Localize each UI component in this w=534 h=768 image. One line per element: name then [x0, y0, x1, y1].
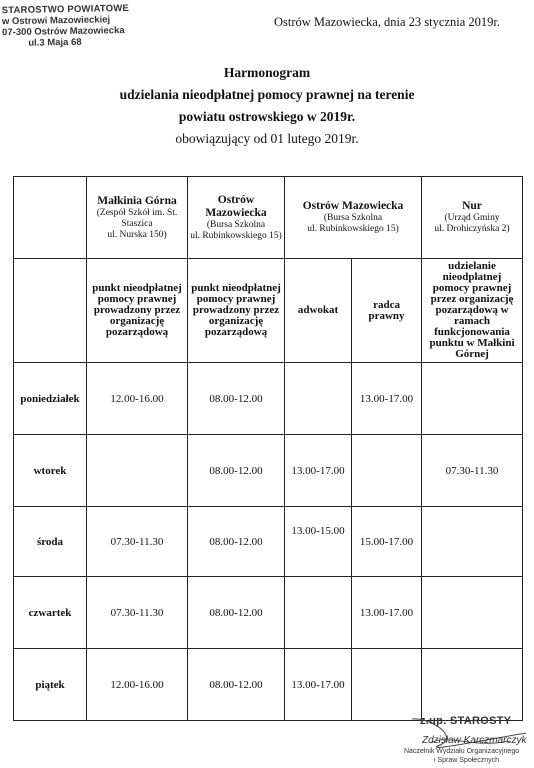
- time-cell: [285, 577, 352, 649]
- location-address: (Bursa Szkolna: [206, 219, 266, 230]
- signature-name: Zdzisław Karczmarczyk: [422, 735, 527, 746]
- table-row: [14, 577, 523, 649]
- table-row: [14, 363, 523, 435]
- service-description: udzielanie nieodpłatnej pomocy prawnej przez organizację pozarządową w ramach funkcjonowania punktu w Małkini Górnej: [422, 259, 523, 363]
- location-header: [285, 177, 422, 259]
- stamp-line-1: STAROSTWO POWIATOWE: [1, 3, 130, 17]
- table-row: [14, 435, 523, 507]
- time-cell: [285, 363, 352, 435]
- time-cell: [422, 577, 523, 649]
- time-cell: [422, 649, 523, 721]
- stamp-line-2: w Ostrowi Mazowieckiej: [1, 14, 111, 28]
- time-cell: [422, 507, 523, 577]
- location-address: (Urząd Gminy: [444, 213, 500, 223]
- title-line-4: obowiązujący od 01 lutego 2019r.: [175, 131, 359, 146]
- location-name: Nur: [462, 200, 482, 212]
- header-row-locations: [14, 177, 523, 259]
- stamp-line-4: ul.3 Maja 68: [28, 36, 82, 49]
- location-address: (Bursa Szkolna: [323, 213, 383, 223]
- location-name: Ostrów Mazowiecka: [205, 193, 267, 219]
- time-cell: [422, 363, 523, 435]
- signature-position: Naczelnik Wydziału Organizacyjnego: [404, 748, 520, 755]
- location-address: (Zespół Szkół im. St. Staszica: [96, 207, 178, 229]
- table-row: [14, 649, 523, 721]
- day-label: środa: [14, 507, 87, 577]
- time-cell: [352, 649, 422, 721]
- day-label: poniedziałek: [14, 363, 87, 435]
- time-cell: 07.30-11.30: [422, 435, 523, 507]
- location-address: ul. Drohiczyńska 2): [434, 224, 510, 234]
- location-address: ul. Rubinkowskiego 15): [307, 224, 399, 234]
- table-row: [14, 507, 523, 577]
- stamp-line-3: 07-300 Ostrów Mazowiecka: [2, 25, 125, 39]
- time-cell: [87, 435, 188, 507]
- time-cell: [352, 435, 422, 507]
- time-cell: 13.00-17.00: [352, 363, 422, 435]
- location-header: [188, 177, 285, 259]
- day-label: czwartek: [14, 577, 87, 649]
- office-stamp: [2, 3, 143, 49]
- service-description: adwokat: [285, 259, 352, 363]
- time-cell: 13.00-17.00: [285, 649, 352, 721]
- title-line-3: powiatu ostrowskiego w 2019r.: [178, 109, 356, 124]
- title-line-1: Harmonogram: [223, 65, 311, 80]
- time-cell: 12.00-16.00: [87, 363, 188, 435]
- time-cell: 15.00-17.00: [352, 507, 422, 577]
- time-cell: 07.30-11.30: [87, 577, 188, 649]
- location-address: ul. Rubinkowskiego 15): [190, 230, 282, 241]
- time-cell: 08.00-12.00: [188, 363, 285, 435]
- time-cell: 08.00-12.00: [188, 577, 285, 649]
- time-cell: 13.00-17.00: [285, 435, 352, 507]
- service-description: punkt nieodpłatnej pomocy prawnej prowadzony przez organizację pozarządową: [87, 259, 188, 363]
- schedule-table: [13, 176, 523, 721]
- location-header: [422, 177, 523, 259]
- time-cell: 13.00-15.00: [285, 507, 352, 577]
- location-header: [87, 177, 188, 259]
- document-title: [0, 62, 534, 150]
- day-label: wtorek: [14, 435, 87, 507]
- signature-role: z.up. STAROSTY: [420, 715, 512, 727]
- time-cell: 13.00-17.00: [352, 577, 422, 649]
- time-cell: 08.00-12.00: [188, 507, 285, 577]
- header-row-descriptions: [14, 259, 523, 363]
- location-name: Małkinia Górna: [97, 194, 177, 207]
- document-date: Ostrów Mazowiecka, dnia 23 stycznia 2019r.: [274, 15, 500, 29]
- signature-position: i Spraw Społecznych: [434, 757, 499, 764]
- service-description: punkt nieodpłatnej pomocy prawnej prowadzony przez organizację pozarządową: [188, 259, 285, 363]
- title-line-2: udzielania nieodpłatnej pomocy prawnej na terenie: [119, 87, 415, 102]
- time-cell: 12.00-16.00: [87, 649, 188, 721]
- time-cell: 08.00-12.00: [188, 649, 285, 721]
- corner-cell: [14, 177, 87, 259]
- location-name: Ostrów Mazowiecka: [302, 200, 404, 212]
- time-cell: 07.30-11.30: [87, 507, 188, 577]
- service-description: radca prawny: [352, 259, 422, 363]
- day-label: piątek: [14, 649, 87, 721]
- empty-cell: [14, 259, 87, 363]
- time-cell: 08.00-12.00: [188, 435, 285, 507]
- location-address: ul. Nurska 150): [107, 229, 167, 240]
